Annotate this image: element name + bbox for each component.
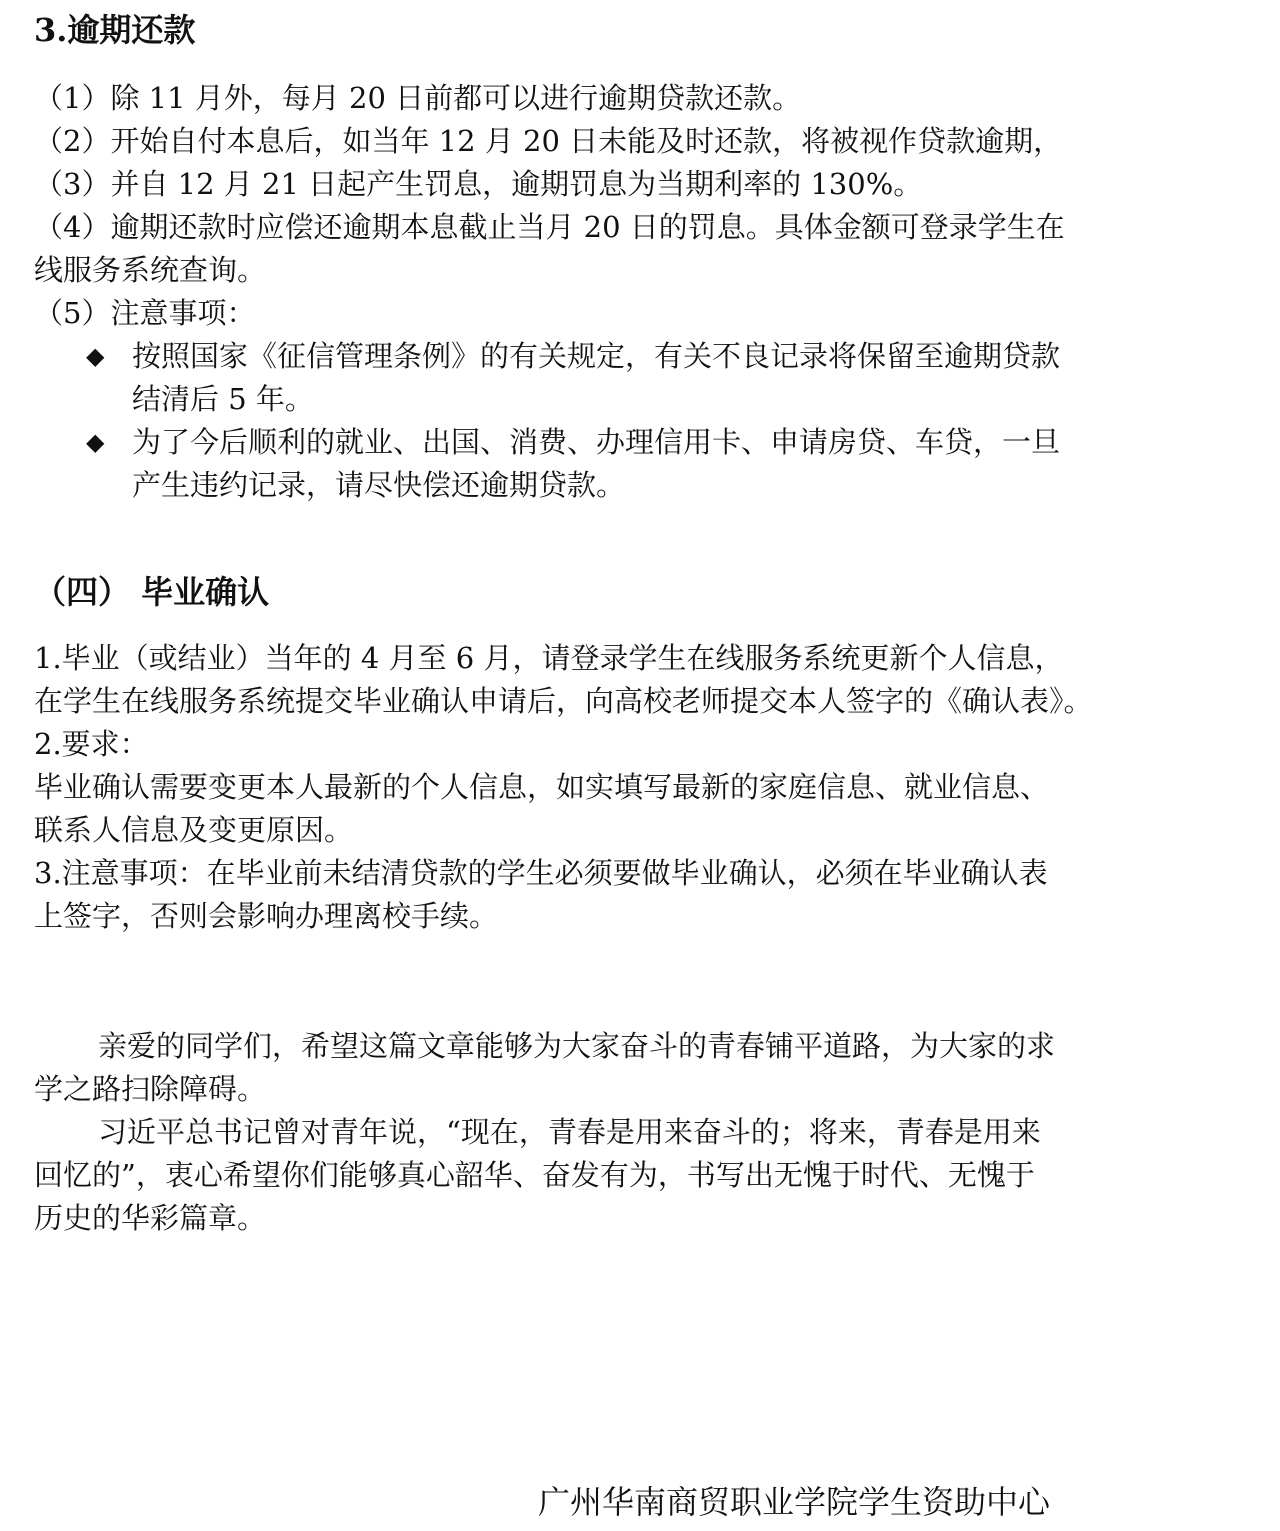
- overdue-item-4-continued: 线服务系统查询。: [34, 253, 267, 287]
- overdue-item-2: （2）开始自付本息后，如当年 12 月 20 日未能及时还款，将被视作贷款逾期，: [34, 124, 1063, 158]
- closing-paragraph-1-line-1: 亲爱的同学们，希望这篇文章能够为大家奋斗的青春铺平道路，为大家的求: [98, 1029, 1056, 1063]
- graduation-line-5: 联系人信息及变更原因。: [34, 813, 354, 847]
- closing-paragraph-2-line-2: 回忆的”，衷心希望你们能够真心韶华、奋发有为，书写出无愧于时代、无愧于: [34, 1158, 1035, 1192]
- graduation-line-2: 在学生在线服务系统提交毕业确认申请后，向高校老师提交本人签字的《确认表》。: [34, 684, 1093, 718]
- overdue-item-4: （4）逾期还款时应偿还逾期本息截止当月 20 日的罚息。具体金额可登录学生在: [34, 210, 1065, 244]
- bullet-1-line-2: 结清后 5 年。: [132, 382, 314, 416]
- section-title-graduation-confirmation: （四） 毕业确认: [34, 573, 270, 611]
- signature: 广州华南商贸职业学院学生资助中心: [538, 1483, 1051, 1521]
- overdue-item-3: （3）并自 12 月 21 日起产生罚息，逾期罚息为当期利率的 130%。: [34, 167, 923, 201]
- overdue-item-1: （1）除 11 月外，每月 20 日前都可以进行逾期贷款还款。: [34, 81, 802, 115]
- closing-paragraph-2-line-1: 习近平总书记曾对青年说，“现在，青春是用来奋斗的；将来，青春是用来: [98, 1115, 1041, 1149]
- overdue-item-5: （5）注意事项：: [34, 296, 256, 330]
- section-title-overdue-repayment: 3.逾期还款: [34, 11, 196, 49]
- graduation-line-1: 1.毕业（或结业）当年的 4 月至 6 月，请登录学生在线服务系统更新个人信息，: [34, 641, 1064, 675]
- graduation-requirements-label: 2.要求：: [34, 727, 149, 761]
- graduation-notice-line-1: 3.注意事项：在毕业前未结清贷款的学生必须要做毕业确认，必须在毕业确认表: [34, 856, 1048, 890]
- graduation-line-4: 毕业确认需要变更本人最新的个人信息，如实填写最新的家庭信息、就业信息、: [34, 770, 1050, 804]
- diamond-bullet-icon: ◆: [86, 428, 105, 456]
- closing-paragraph-2-line-3: 历史的华彩篇章。: [34, 1201, 267, 1235]
- bullet-2-line-1: 为了今后顺利的就业、出国、消费、办理信用卡、申请房贷、车贷，一旦: [132, 425, 1061, 459]
- diamond-bullet-icon: ◆: [86, 342, 105, 370]
- graduation-notice-line-2: 上签字，否则会影响办理离校手续。: [34, 899, 499, 933]
- bullet-2-line-2: 产生违约记录，请尽快偿还逾期贷款。: [132, 468, 626, 502]
- closing-paragraph-1-line-2: 学之路扫除障碍。: [34, 1072, 267, 1106]
- bullet-1-line-1: 按照国家《征信管理条例》的有关规定，有关不良记录将保留至逾期贷款: [132, 339, 1061, 373]
